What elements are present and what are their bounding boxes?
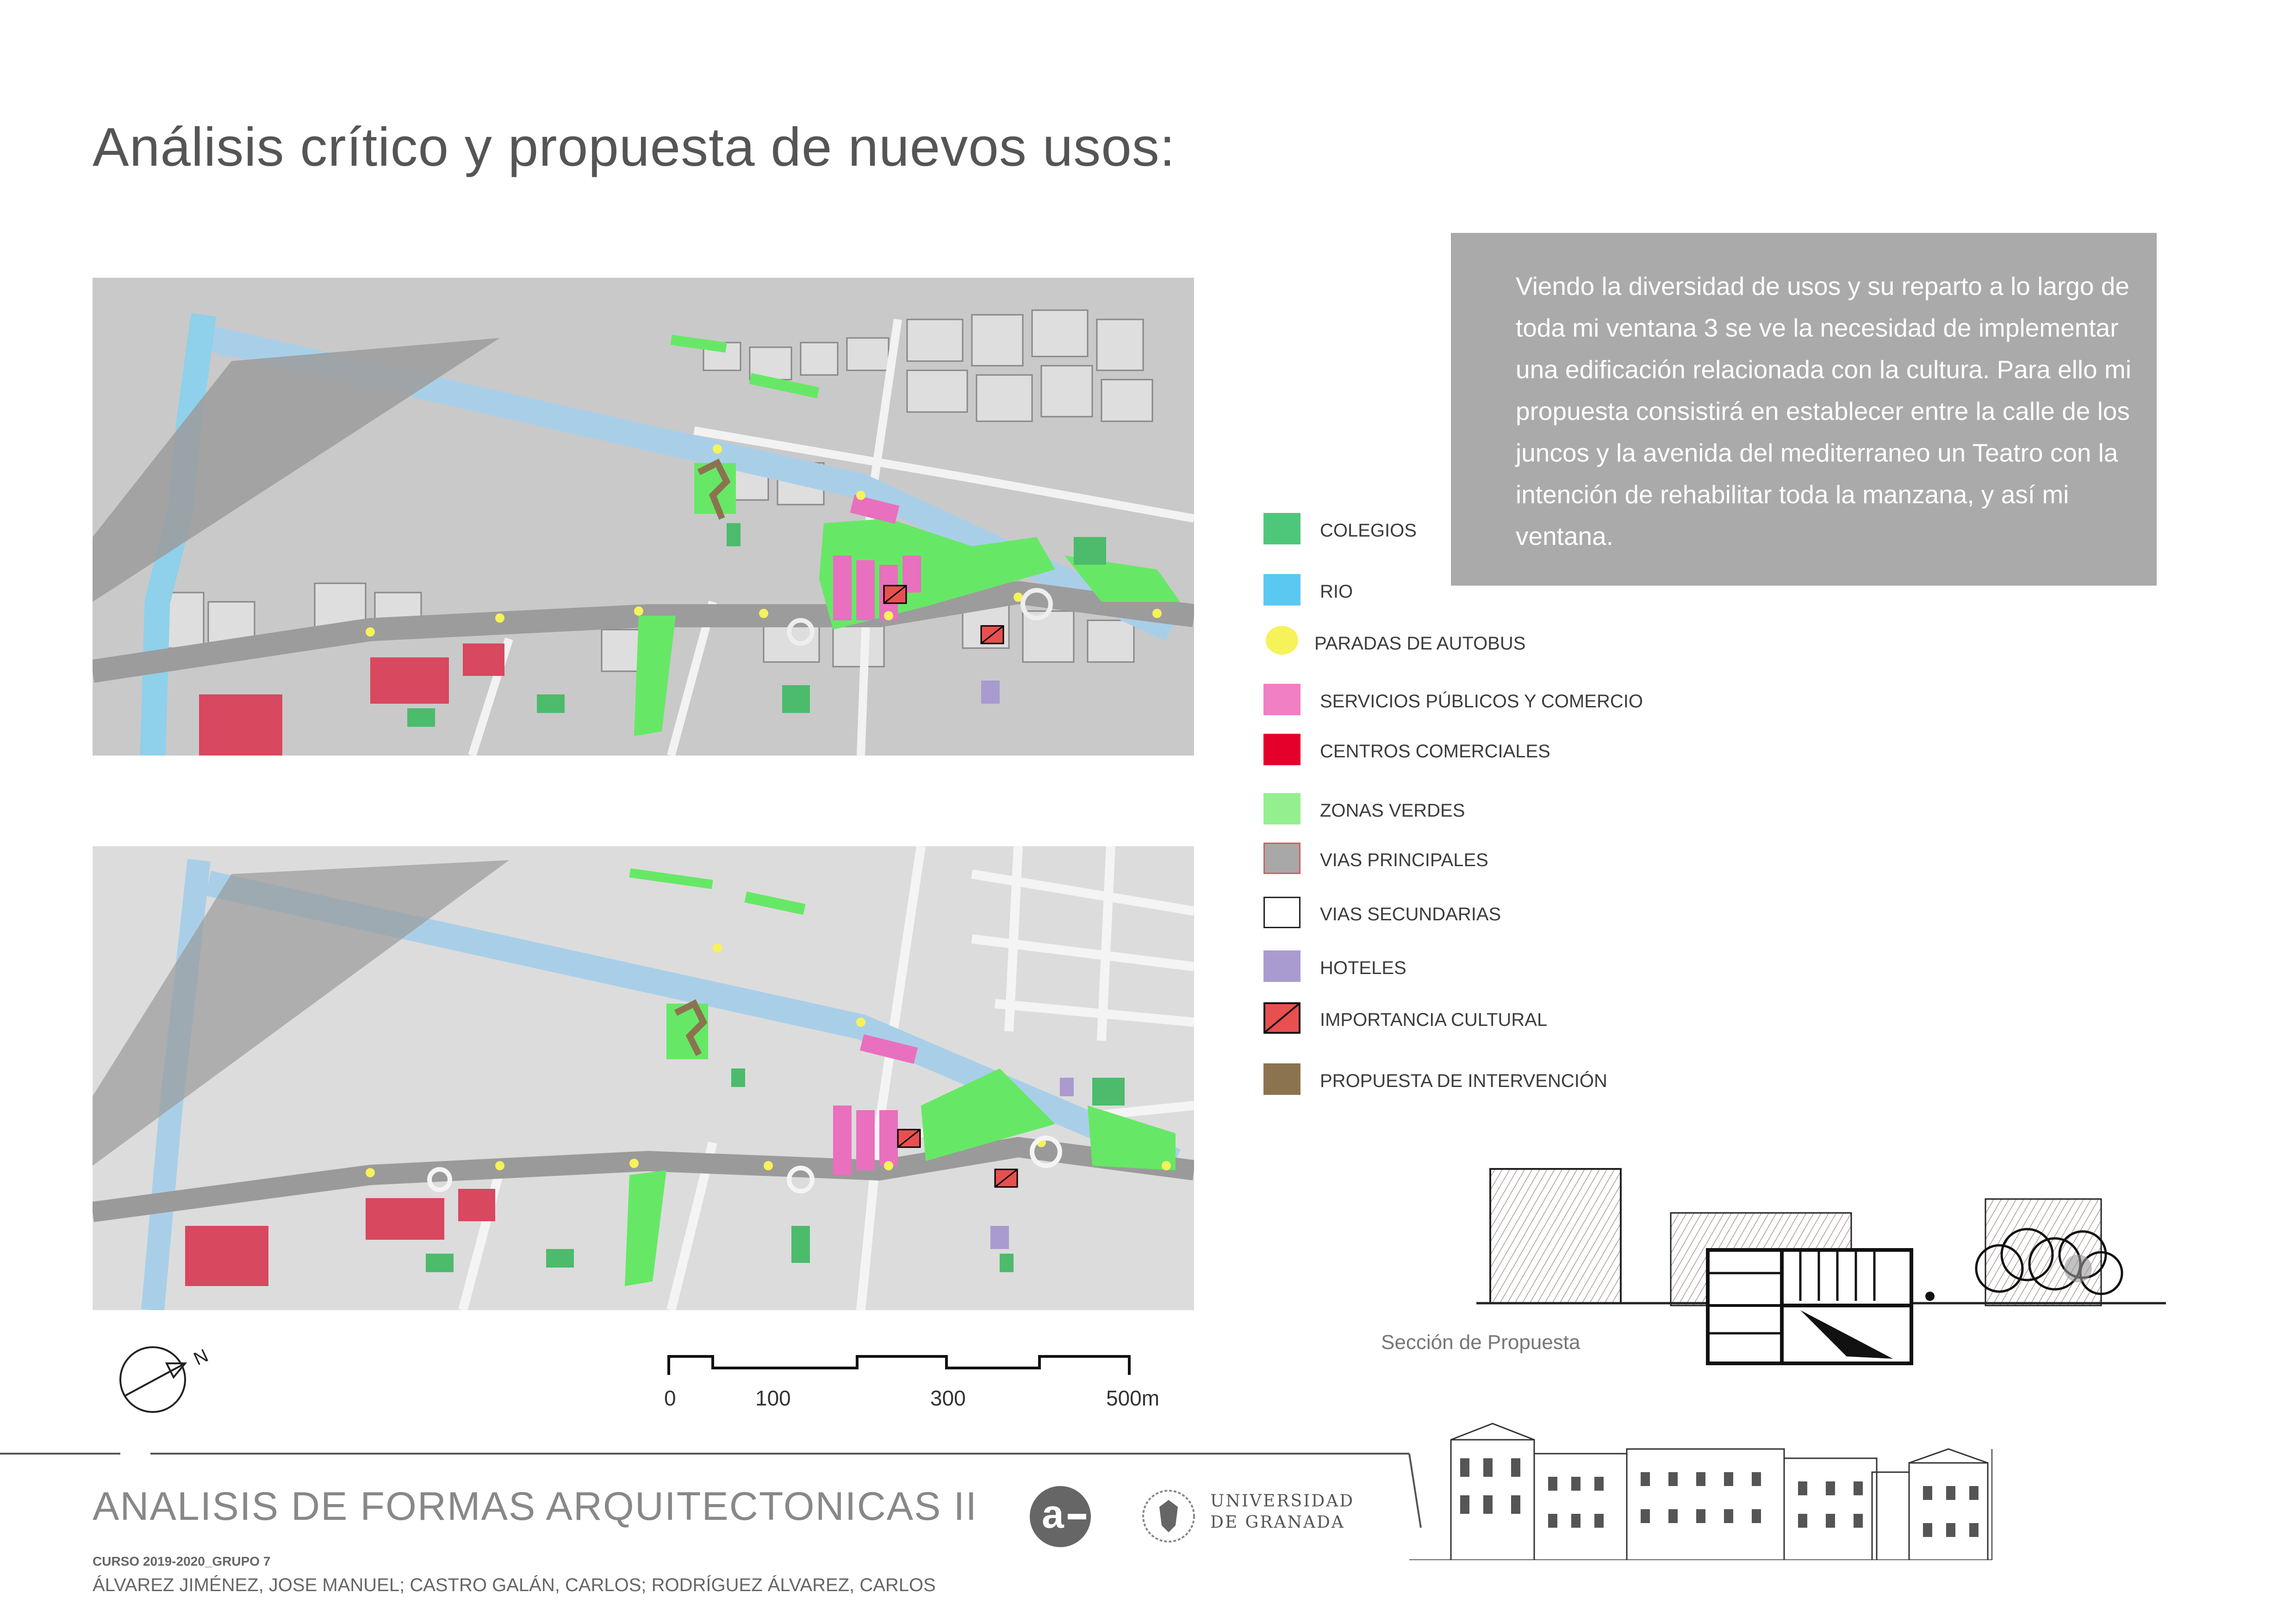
page-title: Análisis crítico y propuesta de nuevos usos:	[93, 117, 1176, 178]
legend-label: COLEGIOS	[1320, 520, 1417, 541]
legend-label: PARADAS DE AUTOBUS	[1314, 633, 1526, 654]
swatch-zonas-verdes	[1263, 793, 1300, 824]
swatch-paradas	[1266, 626, 1298, 655]
legend-label: VIAS SECUNDARIAS	[1320, 904, 1501, 924]
swatch-vias-principales	[1263, 843, 1300, 874]
proposal-map-bottom	[93, 846, 1194, 1310]
swatch-colegios	[1263, 513, 1300, 544]
swatch-servicios	[1263, 684, 1300, 715]
course-title: ANALISIS DE FORMAS ARQUITECTONICAS II	[93, 1484, 978, 1529]
north-arrow-icon	[116, 1338, 222, 1417]
legend-label: ZONAS VERDES	[1320, 800, 1465, 821]
north-label: N	[190, 1345, 212, 1370]
swatch-propuesta	[1263, 1063, 1300, 1095]
university-name-line2: DE GRANADA	[1210, 1513, 1345, 1532]
logo-letter: a	[1042, 1492, 1064, 1537]
course-info: CURSO 2019-2020_GRUPO 7	[93, 1554, 271, 1568]
swatch-hoteles	[1263, 950, 1300, 982]
swatch-centros	[1263, 734, 1300, 765]
section-caption: Sección de Propuesta	[1381, 1331, 1580, 1354]
proposal-description: Viendo la diversidad de usos y su reparto a lo largo de toda mi ventana 3 se ve la necesidad de implementar una edificación relacionada con la cultura. Para ello mi propuesta consistirá en establecer entre la calle de los juncos y la avenida del mediterraneo un Teatro con la intención de rehabilitar toda la manzana, y así mi ventana.	[1451, 233, 2157, 586]
legend-label: SERVICIOS PÚBLICOS Y COMERCIO	[1320, 691, 1643, 712]
legend-label: CENTROS COMERCIALES	[1320, 741, 1550, 762]
analysis-map-top	[93, 278, 1194, 756]
legend-label: IMPORTANCIA CULTURAL	[1320, 1010, 1548, 1030]
university-seal-icon	[1141, 1488, 1196, 1544]
swatch-vias-secundarias	[1263, 897, 1300, 928]
scale-bar	[666, 1347, 1139, 1380]
hatched-swatch-icon	[1263, 1002, 1300, 1034]
legend-label: HOTELES	[1320, 958, 1406, 978]
scale-label-500m: 500m	[1106, 1386, 1160, 1410]
legend-label: PROPUESTA DE INTERVENCIÓN	[1320, 1071, 1607, 1091]
authors: ÁLVAREZ JIMÉNEZ, JOSE MANUEL; CASTRO GALÁN, CARLOS; RODRÍGUEZ ÁLVAREZ, CARLOS	[93, 1575, 936, 1595]
swatch-rio	[1263, 574, 1300, 606]
legend-label: VIAS PRINCIPALES	[1320, 850, 1488, 870]
scale-label-0: 0	[664, 1386, 676, 1410]
scale-label-100: 100	[755, 1386, 791, 1410]
scale-label-300: 300	[930, 1386, 966, 1410]
university-name-line1: UNIVERSIDAD	[1210, 1492, 1355, 1511]
building-elevation	[1409, 1421, 1992, 1560]
logo-dash	[1068, 1514, 1086, 1519]
legend-label: RIO	[1320, 581, 1353, 602]
school-logo	[1030, 1486, 1091, 1547]
